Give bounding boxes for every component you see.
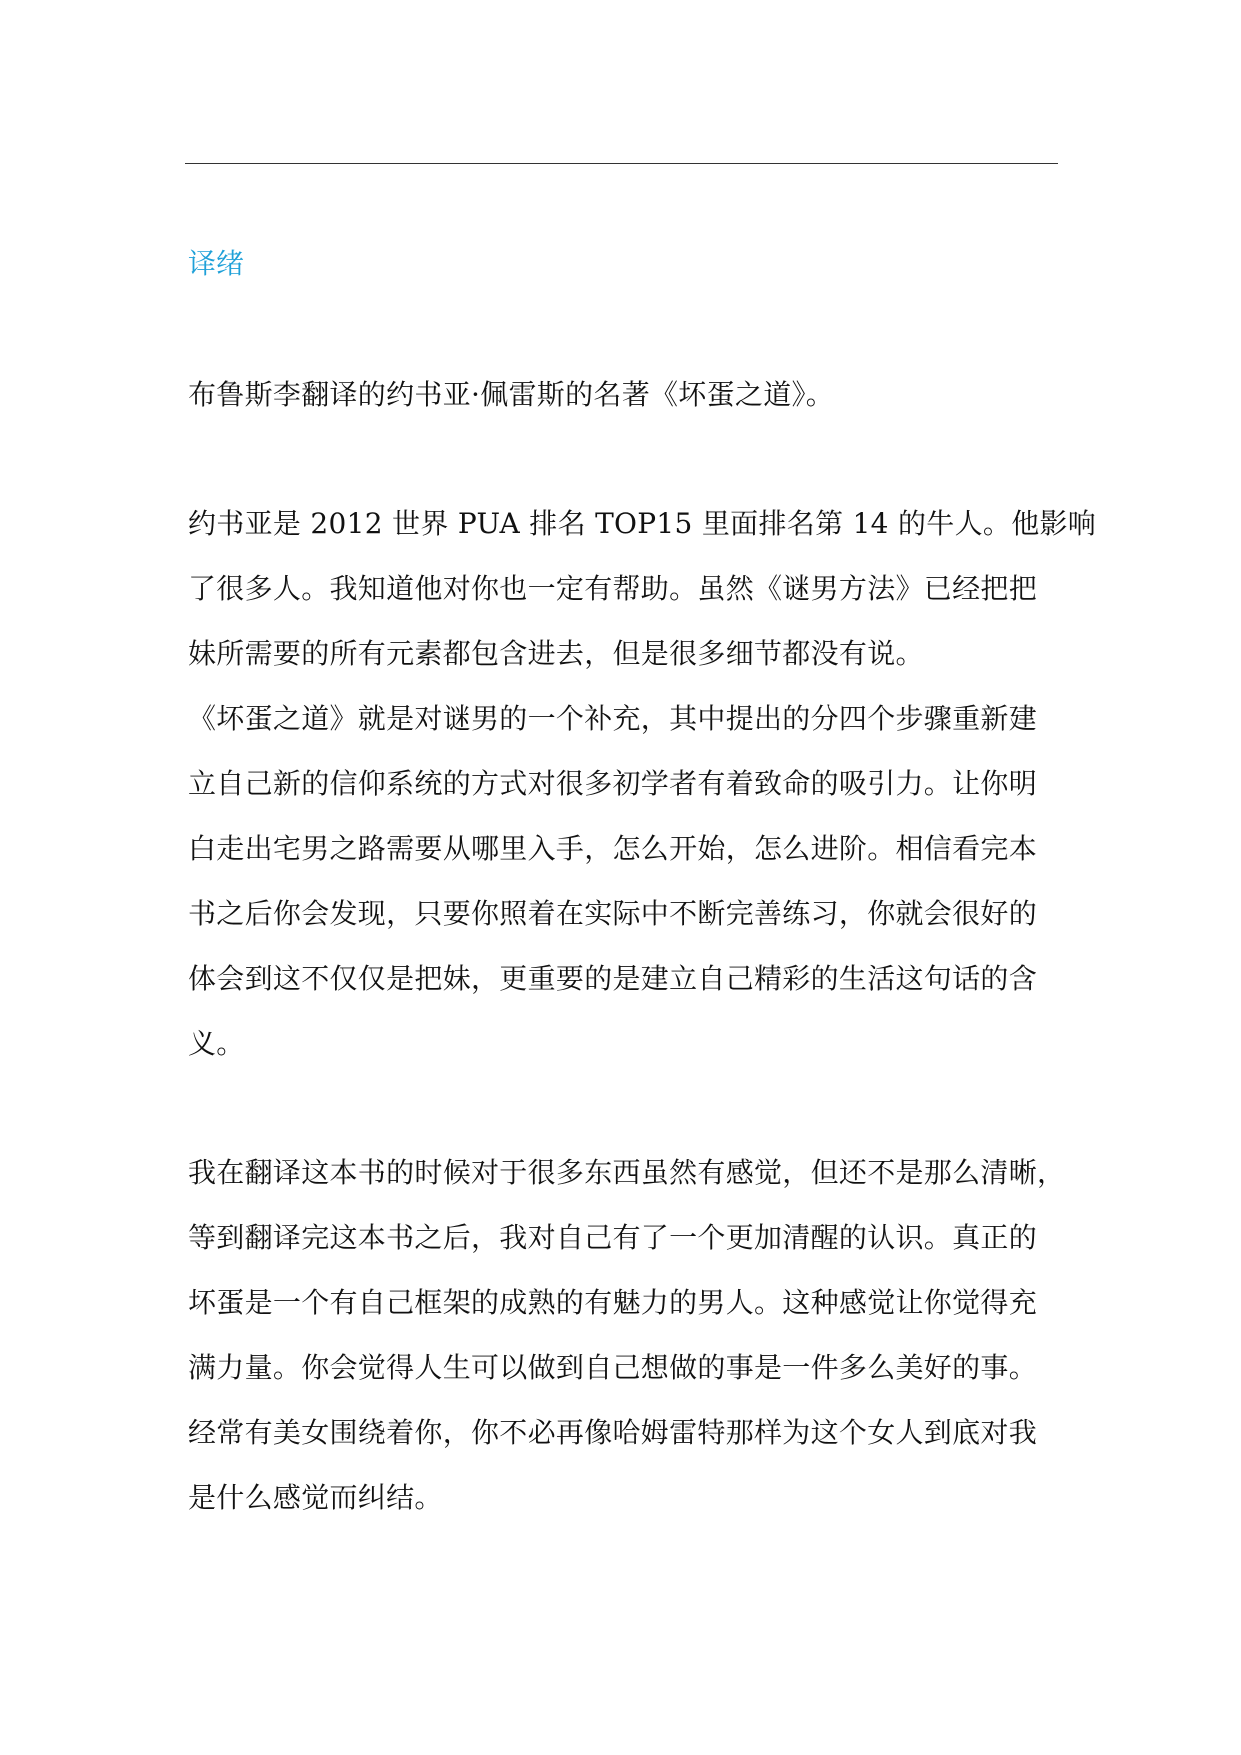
paragraph-translator-note	[188, 1140, 1066, 1530]
paragraph-line: 满力量。你会觉得人生可以做到自己想做的事是一件多么美好的事。	[188, 1351, 1038, 1384]
paragraph-line: 坏蛋是一个有自己框架的成熟的有魅力的男人。这种感觉让你觉得充	[188, 1286, 1038, 1319]
header-rule	[185, 163, 1058, 164]
paragraph-line: 布鲁斯李翻译的约书亚·佩雷斯的名著《坏蛋之道》。	[188, 378, 835, 411]
section-title: 译绪	[188, 247, 245, 280]
paragraph-line: 我在翻译这本书的时候对于很多东西虽然有感觉，但还不是那么清晰，	[188, 1156, 1066, 1189]
paragraph-line: 义。	[188, 1027, 245, 1060]
paragraph-line: 立自己新的信仰系统的方式对很多初学者有着致命的吸引力。让你明	[188, 767, 1038, 800]
paragraph-line: 书之后你会发现，只要你照着在实际中不断完善练习，你就会很好的	[188, 897, 1038, 930]
paragraph-line: 白走出宅男之路需要从哪里入手，怎么开始，怎么进阶。相信看完本	[188, 832, 1038, 865]
paragraph-line: 约书亚是 2012 世界 PUA 排名 TOP15 里面排名第 14 的牛人。他影响	[188, 507, 1097, 540]
paragraph-intro	[188, 362, 1066, 427]
paragraph-line: 妹所需要的所有元素都包含进去，但是很多细节都没有说。	[188, 637, 924, 670]
paragraph-line: 《坏蛋之道》就是对谜男的一个补充，其中提出的分四个步骤重新建	[188, 702, 1038, 735]
paragraph-line: 了很多人。我知道他对你也一定有帮助。虽然《谜男方法》已经把把	[188, 572, 1038, 605]
paragraph-author-info	[188, 491, 1097, 1076]
paragraph-line: 体会到这不仅仅是把妹，更重要的是建立自己精彩的生活这句话的含	[188, 962, 1038, 995]
paragraph-line: 经常有美女围绕着你，你不必再像哈姆雷特那样为这个女人到底对我	[188, 1416, 1038, 1449]
paragraph-line: 是什么感觉而纠结。	[188, 1481, 443, 1514]
paragraph-line: 等到翻译完这本书之后，我对自己有了一个更加清醒的认识。真正的	[188, 1221, 1038, 1254]
